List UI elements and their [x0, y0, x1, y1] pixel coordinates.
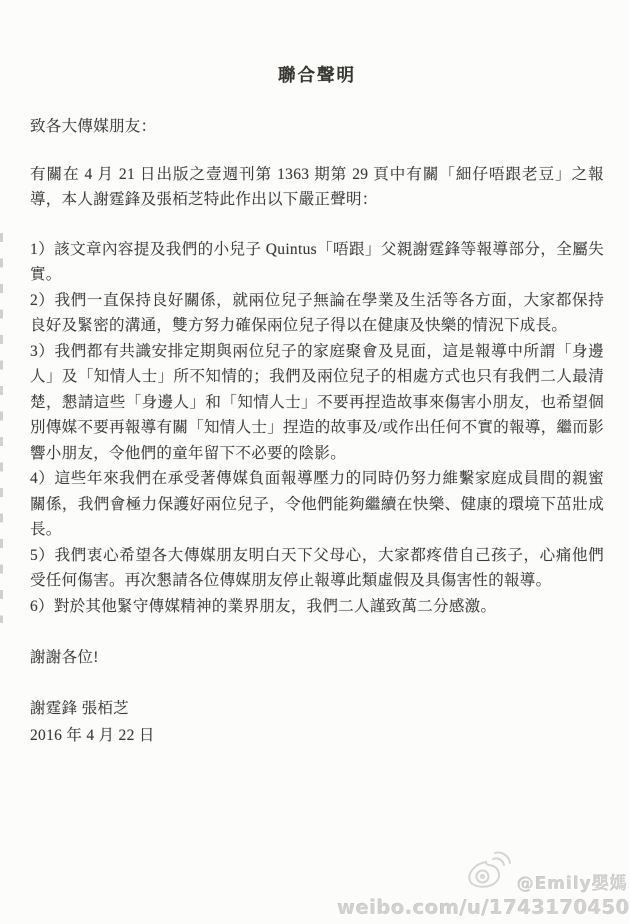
closing-thanks: 謝謝各位! — [30, 649, 99, 666]
statement-item-5: 5）我們衷心希望各大傳媒朋友明白天下父母心，大家都疼借自己孩子，心痛他們受任何傷害。再次懇請各位傳媒朋友停止報導此類虛假及具傷害性的報導。 — [30, 546, 604, 589]
weibo-watermark-row — [337, 849, 628, 895]
scan-edge-artifacts — [0, 233, 3, 623]
statement-item-4: 4）這些年來我們在承受著傳媒負面報導壓力的同時仍努力維繫家庭成員間的親蜜關係，我們會極力保護好兩位兒子，令他們能夠繼續在快樂、健康的環境下茁壯成長。 — [30, 470, 604, 538]
statement-content — [30, 0, 604, 749]
statement-item-2: 2）我們一直保持良好關係，就兩位兒子無論在學業及生活等各方面，大家都保持良好及緊密的溝通，雙方努力確保兩位兒子得以在健康及快樂的情況下成長。 — [30, 291, 604, 334]
weibo-url: weibo.com/u/1743170450 — [337, 896, 630, 919]
statement-items — [30, 237, 604, 620]
statement-item-6: 6）對於其他緊守傳媒精神的業界朋友，我們二人謹致萬二分感激。 — [30, 597, 497, 615]
salutation: 致各大傳媒朋友： — [30, 118, 157, 135]
statement-item-1: 1）該文章內容提及我們的小兒子 Quintus「唔跟」父親謝霆鋒等報導部分，全屬失實。 — [30, 240, 604, 283]
signatures: 謝霆鋒 張栢芝 — [30, 699, 129, 717]
statement-item-3: 3）我們都有共識安排定期與兩位兒子的家庭聚會及見面，這是報導中所謂「身邊人」及「知情人士」所不知情的；我們及兩位兒子的相處方式也只有我們二人最清楚，懇請這些「身邊人」和「知情人士」不要再捏造故事來傷害小朋友，也希望個別傳媒不要再報導有關「知情人士」捏造的故事及/或作出任何不實的報導，繼而影響小朋友，令他們的童年留下不必要的陰影。 — [30, 342, 604, 462]
weibo-handle: @Emily嬰媽 — [516, 874, 628, 894]
intro-paragraph: 有關在 4 月 21 日出版之壹週刊第 1363 期第 29 頁中有關「細仔唔跟老豆」之報導，本人謝霆鋒及張栢芝特此作出以下嚴正聲明： — [30, 165, 604, 208]
weibo-watermark — [337, 849, 630, 920]
statement-date: 2016 年 4 月 22 日 — [30, 727, 155, 744]
page-title: 聯合聲明 — [278, 65, 356, 85]
weibo-logo-icon — [465, 849, 511, 895]
